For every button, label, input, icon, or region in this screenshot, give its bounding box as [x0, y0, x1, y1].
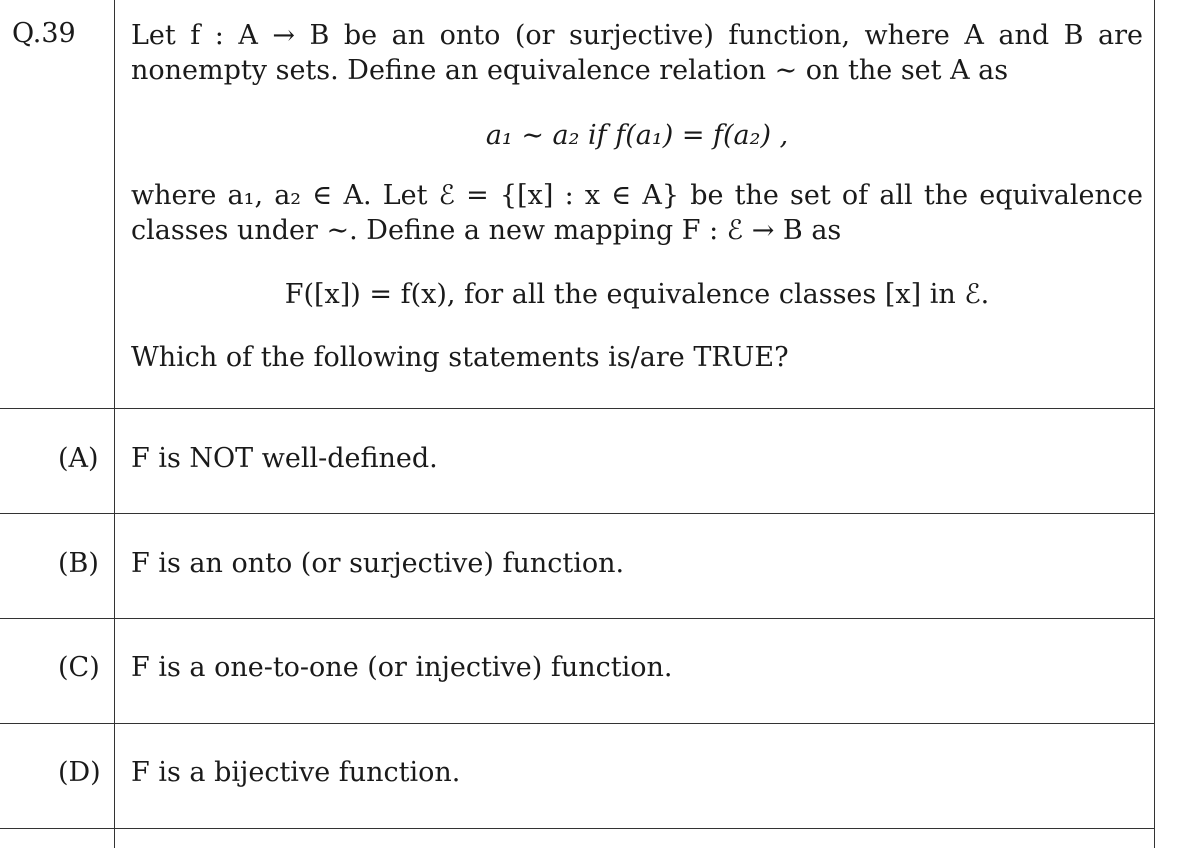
row-divider-c — [0, 723, 1155, 724]
option-c-text[interactable]: F is a one-to-one (or injective) function. — [131, 652, 673, 683]
option-c-label: (C) — [58, 652, 100, 683]
equivalence-definition: a₁ ∼ a₂ if f(a₁) = f(a₂) , — [485, 120, 789, 151]
question-classes: where a₁, a₂ ∈ A. Let ℰ = {[x] : x ∈ A} be the set of all the equivalence classes under ∼. Define a new mapping F : ℰ → B as — [131, 180, 1143, 246]
row-divider-d — [0, 828, 1155, 829]
column-divider — [114, 0, 115, 848]
option-a-text[interactable]: F is NOT well-defined. — [131, 443, 438, 474]
mapping-definition: F([x]) = f(x), for all the equivalence classes [x] in ℰ. — [284, 279, 990, 310]
option-b-label: (B) — [58, 548, 99, 579]
option-b-text[interactable]: F is an onto (or surjective) function. — [131, 548, 625, 579]
right-border — [1154, 0, 1155, 848]
row-divider-b — [0, 618, 1155, 619]
question-prompt: Which of the following statements is/are TRUE? — [131, 342, 789, 373]
option-d-label: (D) — [58, 757, 101, 788]
row-divider-a — [0, 513, 1155, 514]
option-a-label: (A) — [58, 443, 99, 474]
question-intro: Let f : A → B be an onto (or surjective) function, where A and B are nonempty sets. Define an equivalence relation ∼ on the set A as — [131, 20, 1143, 86]
option-d-text[interactable]: F is a bijective function. — [131, 757, 461, 788]
question-number: Q.39 — [12, 18, 76, 49]
row-divider-question — [0, 408, 1155, 409]
